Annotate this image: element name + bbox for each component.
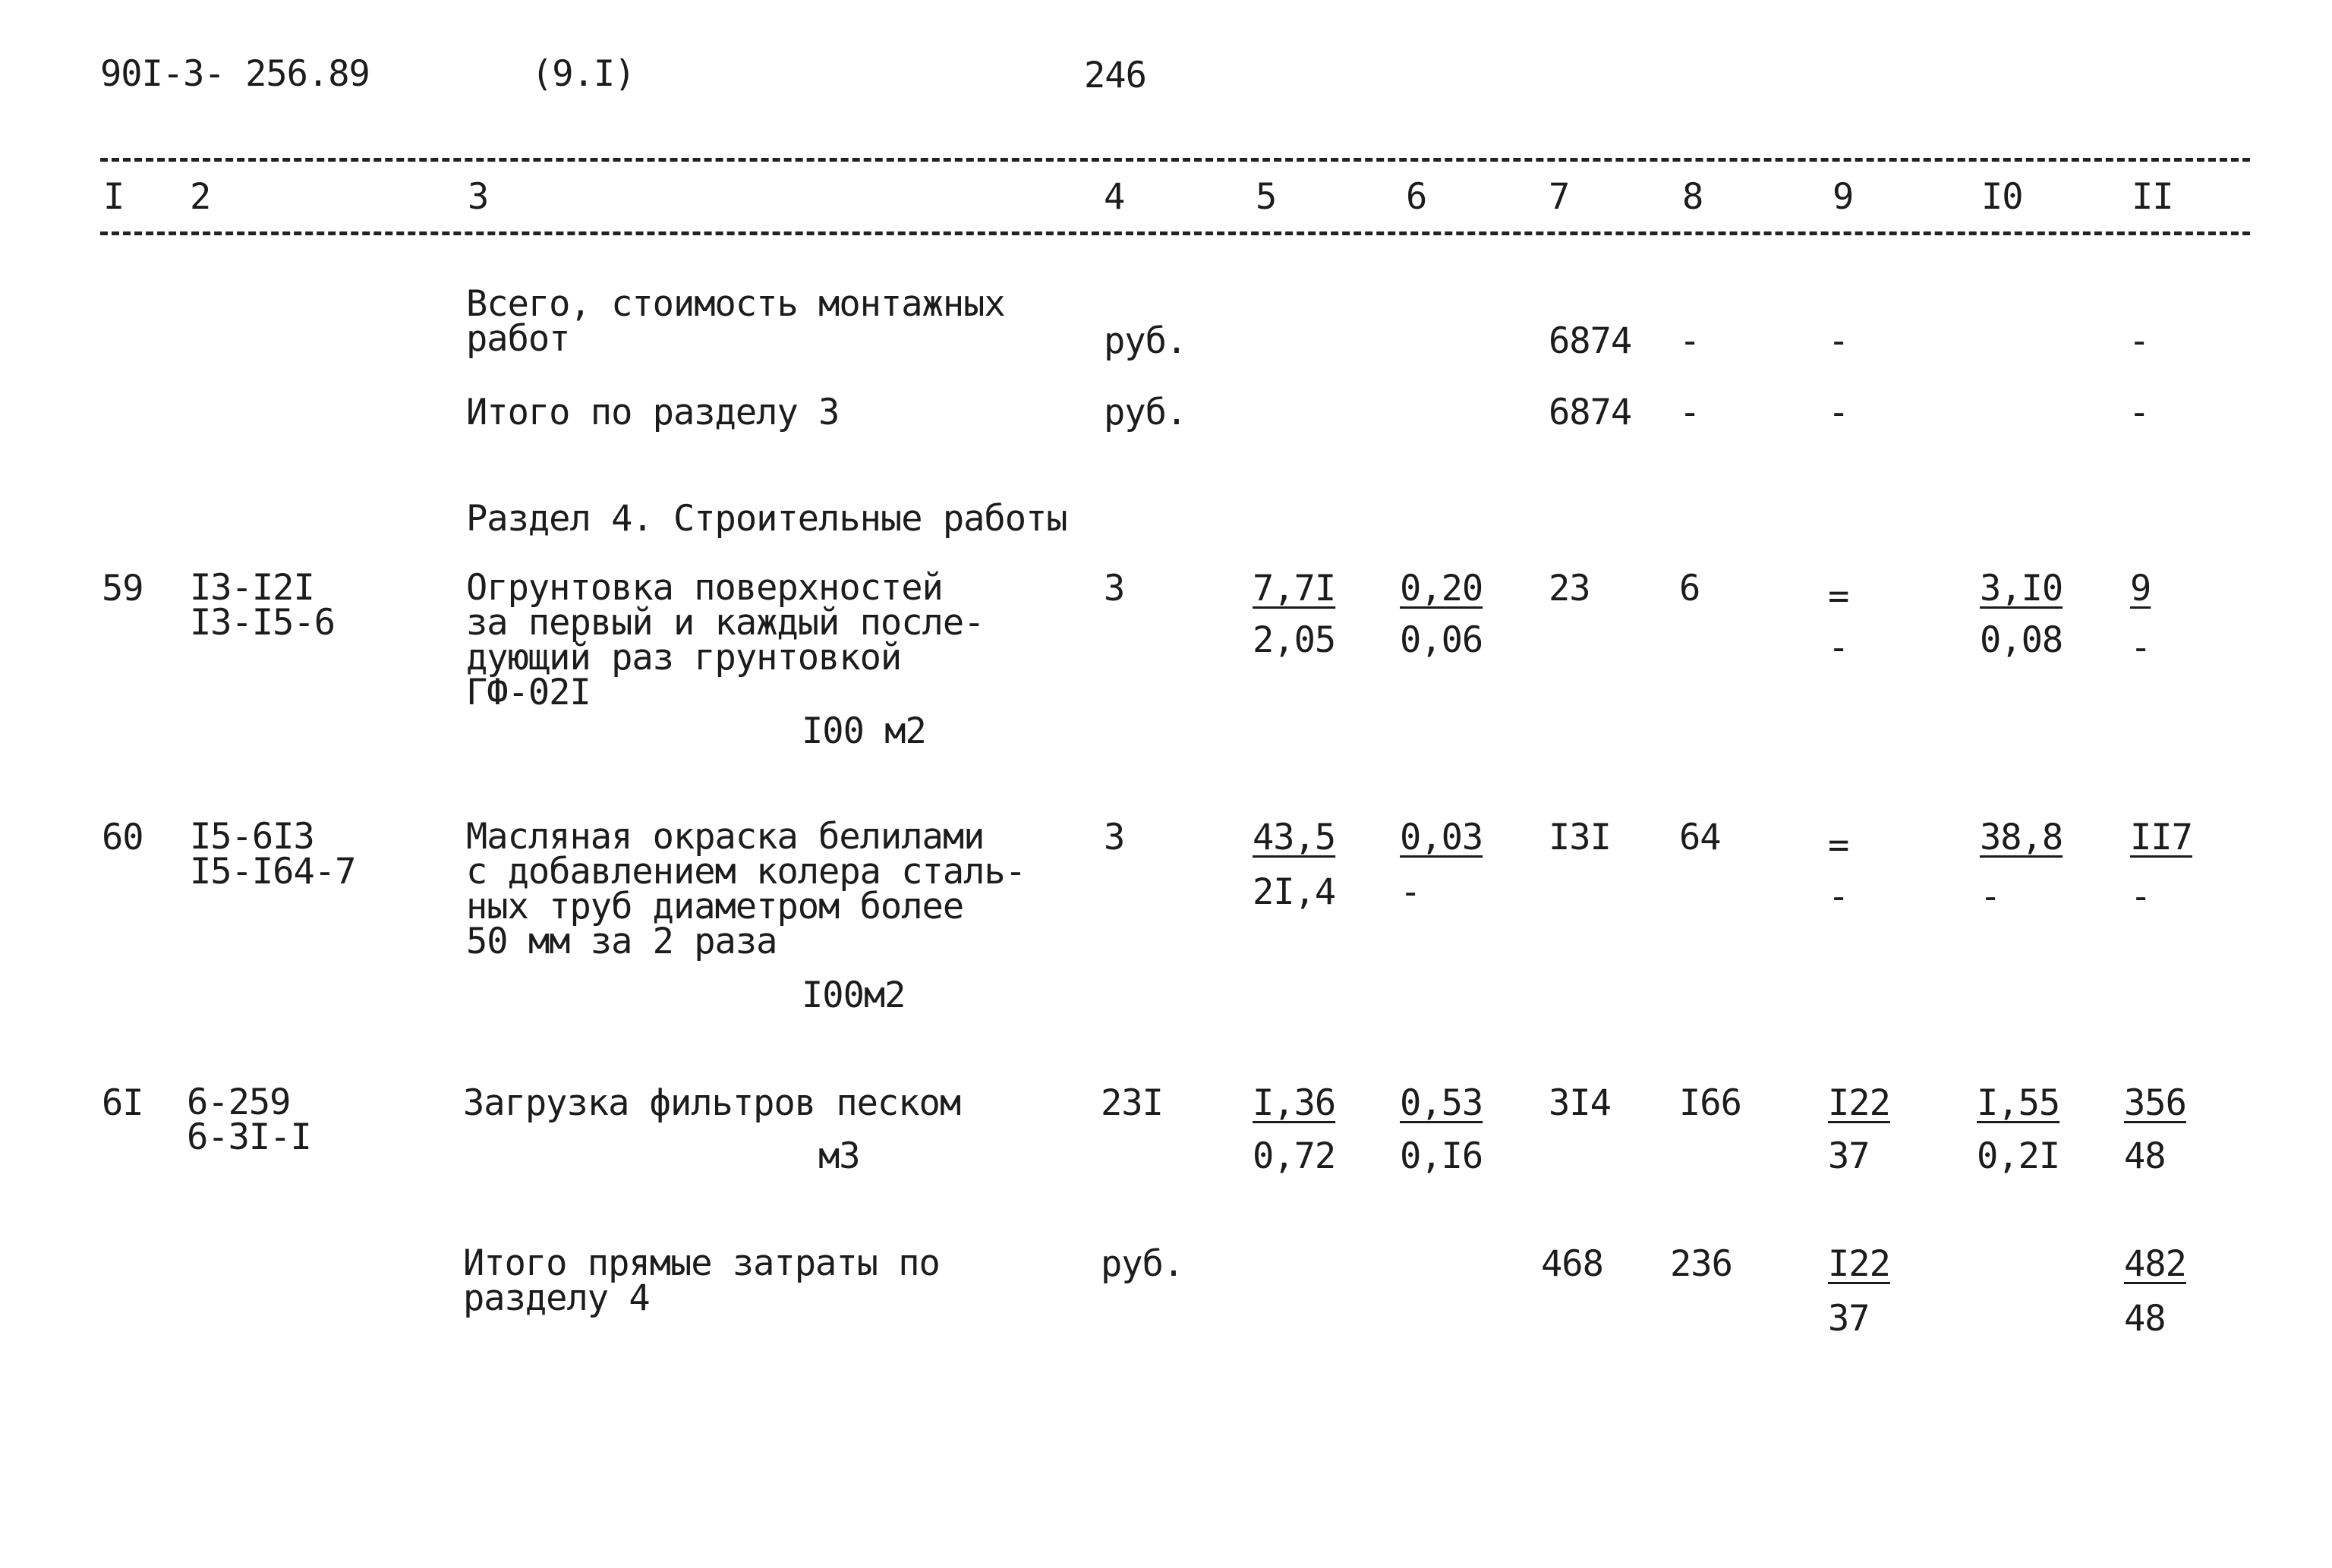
cell-col10-bottom: 0,2I xyxy=(1977,1135,2060,1177)
cell-col7: 468 xyxy=(1541,1243,1603,1285)
cell-col9-top: I22 xyxy=(1828,1082,1890,1124)
cell-col9-bottom: - xyxy=(1828,876,1849,918)
cell-col11-top: 482 xyxy=(2124,1243,2186,1285)
cell-col11-bottom: 48 xyxy=(2124,1298,2166,1340)
cell-col7: I3I xyxy=(1549,817,1611,858)
cell-quantity: 3 xyxy=(1104,817,1125,858)
row-description: 50 мм за 2 раза xyxy=(466,921,777,962)
cell-col6-bottom: 0,I6 xyxy=(1400,1135,1483,1177)
cell-col10-bottom: - xyxy=(1980,876,2001,918)
cell-col5-top: I,36 xyxy=(1253,1082,1336,1124)
row-description: Итого по разделу 3 xyxy=(466,392,840,433)
cell-col10-bottom: 0,08 xyxy=(1980,619,2063,661)
row-code: 6-259 xyxy=(187,1082,291,1123)
cell-unit: руб. xyxy=(1104,320,1187,362)
column-header: II xyxy=(2132,176,2173,218)
row-description: Итого прямые затраты по xyxy=(463,1242,940,1284)
row-description: Огрунтовка поверхностей xyxy=(466,567,943,609)
cell-col11-bottom: - xyxy=(2130,627,2151,669)
cell-col7: 3I4 xyxy=(1549,1082,1611,1124)
row-description: за первый и каждый после- xyxy=(466,602,985,644)
column-header: 5 xyxy=(1256,176,1277,218)
column-header: 7 xyxy=(1549,176,1570,218)
page-number: 246 xyxy=(1084,55,1146,96)
row-code: 6-3I-I xyxy=(187,1116,311,1158)
cell-col9: - xyxy=(1828,320,1849,362)
cell-col10-top: I,55 xyxy=(1977,1082,2060,1124)
row-description: ных труб диаметром более xyxy=(466,886,964,927)
cell-quantity: 23I xyxy=(1101,1082,1163,1124)
row-code: I5-6I3 xyxy=(190,816,314,858)
cell-col8: 6 xyxy=(1679,568,1700,609)
row-description: работ xyxy=(466,318,570,360)
cell-col5-top: 7,7I xyxy=(1253,568,1336,609)
cell-col8: - xyxy=(1679,392,1700,433)
cell-col8: 64 xyxy=(1679,817,1721,858)
cell-col11-top: II7 xyxy=(2130,817,2192,858)
row-number: 59 xyxy=(102,568,143,609)
cell-col9: - xyxy=(1828,392,1849,433)
cell-col6-bottom: - xyxy=(1400,871,1421,913)
cell-col7: 6874 xyxy=(1549,392,1632,433)
cell-col8: - xyxy=(1679,320,1700,362)
cell-quantity: 3 xyxy=(1104,568,1125,609)
section-title: Раздел 4. Строительные работы xyxy=(466,498,1067,540)
cell-col11-top: 9 xyxy=(2130,568,2151,609)
header-rule-top xyxy=(100,158,2250,162)
row-description: Всего, стоимость монтажных xyxy=(466,283,1005,325)
cell-unit: руб. xyxy=(1101,1243,1184,1285)
column-header: 8 xyxy=(1682,176,1703,218)
column-header: I xyxy=(103,176,124,218)
cell-col10-top: 3,I0 xyxy=(1980,568,2063,609)
cell-col6-top: 0,20 xyxy=(1400,568,1483,609)
column-header: 2 xyxy=(190,176,211,218)
row-number: 60 xyxy=(102,817,143,858)
cell-col11-bottom: - xyxy=(2130,876,2151,918)
cell-col7: 6874 xyxy=(1549,320,1632,362)
cell-col5-bottom: 2I,4 xyxy=(1253,871,1336,913)
cell-col9-bottom: - xyxy=(1828,627,1849,669)
cell-col9-top: = xyxy=(1828,824,1849,866)
cell-unit: руб. xyxy=(1104,392,1187,433)
column-header: 4 xyxy=(1104,176,1125,218)
cell-col6-top: 0,03 xyxy=(1400,817,1483,858)
cell-col9-bottom: 37 xyxy=(1828,1298,1870,1340)
cell-col5-top: 43,5 xyxy=(1253,817,1336,858)
row-code: I5-I64-7 xyxy=(190,851,356,893)
row-number: 6I xyxy=(102,1082,143,1124)
cell-col7: 23 xyxy=(1549,568,1590,609)
row-code: I3-I5-6 xyxy=(190,602,336,644)
row-measure-unit: I00м2 xyxy=(802,974,906,1016)
column-header: I0 xyxy=(1981,176,2023,218)
row-description: разделу 4 xyxy=(463,1277,650,1319)
row-measure-unit: I00 м2 xyxy=(802,710,926,752)
cell-col11-top: 356 xyxy=(2124,1082,2186,1124)
cell-col11-bottom: 48 xyxy=(2124,1135,2166,1177)
column-header: 3 xyxy=(468,176,489,218)
cell-col11: - xyxy=(2129,392,2150,433)
cell-col9-bottom: 37 xyxy=(1828,1135,1870,1177)
row-description: Масляная окраска белилами xyxy=(466,816,985,858)
row-description: Загрузка фильтров песком xyxy=(463,1082,961,1124)
column-header: 9 xyxy=(1833,176,1854,218)
section-number: (9.I) xyxy=(531,53,635,95)
cell-col11: - xyxy=(2129,320,2150,362)
cell-col10-top: 38,8 xyxy=(1980,817,2063,858)
row-description: ГФ-02I xyxy=(466,672,591,713)
cell-col6-top: 0,53 xyxy=(1400,1082,1483,1124)
cell-col8: 236 xyxy=(1670,1243,1732,1285)
column-header: 6 xyxy=(1406,176,1427,218)
document-code: 90I-3- 256.89 xyxy=(100,53,370,95)
row-code: I3-I2I xyxy=(190,567,314,609)
row-description: с добавлением колера сталь- xyxy=(466,851,1026,893)
cell-col6-bottom: 0,06 xyxy=(1400,619,1483,661)
row-measure-unit: м3 xyxy=(818,1135,860,1177)
cell-col8: I66 xyxy=(1679,1082,1741,1124)
cell-col9-top: = xyxy=(1828,575,1849,617)
cell-col5-bottom: 2,05 xyxy=(1253,619,1336,661)
cell-col5-bottom: 0,72 xyxy=(1253,1135,1336,1177)
header-rule-bottom xyxy=(100,231,2250,235)
cell-col9-top: I22 xyxy=(1828,1243,1890,1285)
row-description: дующий раз грунтовкой xyxy=(466,637,902,679)
